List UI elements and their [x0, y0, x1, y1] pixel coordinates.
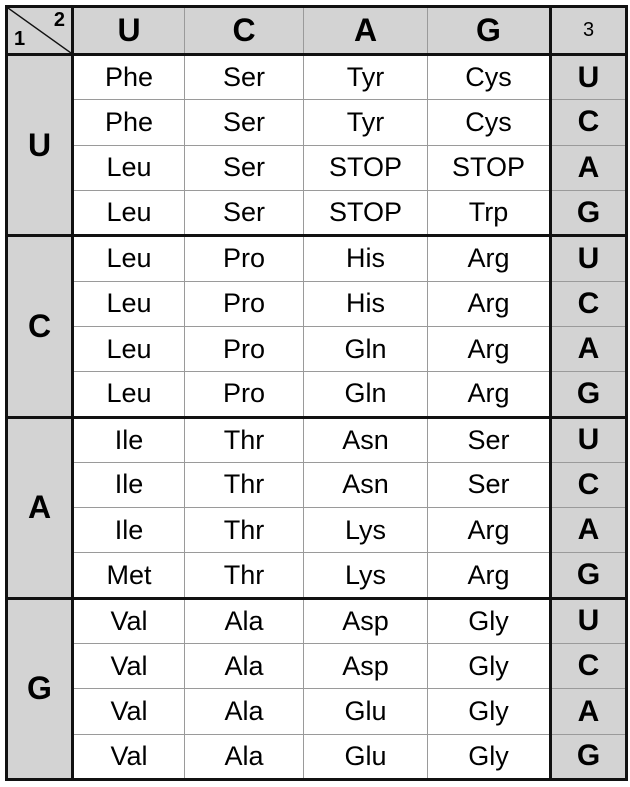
third-base-cell: A — [551, 508, 627, 553]
amino-acid-cell: Arg — [428, 508, 551, 553]
codon-row — [7, 644, 627, 689]
amino-acid-cell: Thr — [185, 462, 304, 507]
third-base-cell: A — [551, 326, 627, 371]
amino-acid-cell: Glu — [304, 689, 428, 734]
amino-acid-cell: Arg — [428, 326, 551, 371]
third-base-cell: G — [551, 372, 627, 417]
codon-row — [7, 236, 627, 281]
third-base-cell: U — [551, 55, 627, 100]
third-base-cell: C — [551, 281, 627, 326]
codon-row — [7, 100, 627, 145]
codon-row — [7, 689, 627, 734]
amino-acid-cell: Val — [73, 644, 185, 689]
amino-acid-cell: STOP — [428, 145, 551, 190]
third-base-cell: U — [551, 236, 627, 281]
amino-acid-cell: Pro — [185, 326, 304, 371]
second-position-label: 2 — [53, 9, 65, 31]
amino-acid-cell: Asp — [304, 598, 428, 643]
amino-acid-cell: Arg — [428, 372, 551, 417]
amino-acid-cell: Ser — [185, 55, 304, 100]
codon-body — [7, 55, 627, 780]
amino-acid-cell: Ala — [185, 689, 304, 734]
third-base-cell: C — [551, 644, 627, 689]
codon-row — [7, 417, 627, 462]
amino-acid-cell: Pro — [185, 236, 304, 281]
amino-acid-cell: Leu — [73, 190, 185, 235]
amino-acid-cell: Thr — [185, 417, 304, 462]
amino-acid-cell: Ile — [73, 417, 185, 462]
amino-acid-cell: Met — [73, 553, 185, 598]
third-position-label: 3 — [551, 7, 627, 55]
amino-acid-cell: Ser — [185, 100, 304, 145]
codon-row — [7, 281, 627, 326]
third-base-cell: U — [551, 598, 627, 643]
amino-acid-cell: Thr — [185, 553, 304, 598]
amino-acid-cell: His — [304, 281, 428, 326]
amino-acid-cell: Lys — [304, 508, 428, 553]
codon-row — [7, 145, 627, 190]
third-base-cell: A — [551, 689, 627, 734]
amino-acid-cell: Val — [73, 734, 185, 779]
amino-acid-cell: Leu — [73, 145, 185, 190]
amino-acid-cell: Pro — [185, 372, 304, 417]
genetic-code-table — [5, 5, 628, 781]
amino-acid-cell: Arg — [428, 281, 551, 326]
amino-acid-cell: Arg — [428, 236, 551, 281]
first-position-label: 1 — [14, 28, 26, 50]
amino-acid-cell: Leu — [73, 281, 185, 326]
codon-row — [7, 372, 627, 417]
amino-acid-cell: Leu — [73, 326, 185, 371]
third-base-cell: G — [551, 734, 627, 779]
amino-acid-cell: Ala — [185, 598, 304, 643]
amino-acid-cell: Val — [73, 598, 185, 643]
amino-acid-cell: Ala — [185, 734, 304, 779]
corner-cell — [7, 7, 73, 55]
codon-row — [7, 598, 627, 643]
first-base-u: U — [7, 55, 73, 236]
amino-acid-cell: Ser — [185, 145, 304, 190]
amino-acid-cell: Ala — [185, 644, 304, 689]
amino-acid-cell: Cys — [428, 55, 551, 100]
amino-acid-cell: His — [304, 236, 428, 281]
amino-acid-cell: Asn — [304, 462, 428, 507]
codon-row — [7, 553, 627, 598]
amino-acid-cell: Val — [73, 689, 185, 734]
amino-acid-cell: Gln — [304, 326, 428, 371]
amino-acid-cell: Gly — [428, 689, 551, 734]
second-base-header-c: C — [185, 7, 304, 55]
amino-acid-cell: Glu — [304, 734, 428, 779]
amino-acid-cell: Phe — [73, 100, 185, 145]
amino-acid-cell: Arg — [428, 553, 551, 598]
header-row — [7, 7, 627, 55]
codon-row — [7, 190, 627, 235]
third-base-cell: A — [551, 145, 627, 190]
codon-row — [7, 55, 627, 100]
first-base-g: G — [7, 598, 73, 779]
amino-acid-cell: Cys — [428, 100, 551, 145]
amino-acid-cell: Ser — [428, 462, 551, 507]
amino-acid-cell: Pro — [185, 281, 304, 326]
amino-acid-cell: Gln — [304, 372, 428, 417]
amino-acid-cell: Leu — [73, 372, 185, 417]
first-base-c: C — [7, 236, 73, 417]
amino-acid-cell: Leu — [73, 236, 185, 281]
amino-acid-cell: Tyr — [304, 55, 428, 100]
amino-acid-cell: Ile — [73, 508, 185, 553]
amino-acid-cell: Ser — [185, 190, 304, 235]
codon-row — [7, 734, 627, 779]
first-base-a: A — [7, 417, 73, 598]
amino-acid-cell: Gly — [428, 598, 551, 643]
third-base-cell: C — [551, 100, 627, 145]
third-base-cell: C — [551, 462, 627, 507]
amino-acid-cell: Tyr — [304, 100, 428, 145]
second-base-header-u: U — [73, 7, 185, 55]
amino-acid-cell: Ile — [73, 462, 185, 507]
third-base-cell: U — [551, 417, 627, 462]
amino-acid-cell: Trp — [428, 190, 551, 235]
amino-acid-cell: STOP — [304, 145, 428, 190]
second-base-header-a: A — [304, 7, 428, 55]
amino-acid-cell: STOP — [304, 190, 428, 235]
amino-acid-cell: Phe — [73, 55, 185, 100]
codon-row — [7, 508, 627, 553]
amino-acid-cell: Lys — [304, 553, 428, 598]
amino-acid-cell: Gly — [428, 734, 551, 779]
third-base-cell: G — [551, 190, 627, 235]
amino-acid-cell: Gly — [428, 644, 551, 689]
codon-row — [7, 326, 627, 371]
amino-acid-cell: Ser — [428, 417, 551, 462]
amino-acid-cell: Asp — [304, 644, 428, 689]
codon-row — [7, 462, 627, 507]
amino-acid-cell: Thr — [185, 508, 304, 553]
third-base-cell: G — [551, 553, 627, 598]
second-base-header-g: G — [428, 7, 551, 55]
amino-acid-cell: Asn — [304, 417, 428, 462]
